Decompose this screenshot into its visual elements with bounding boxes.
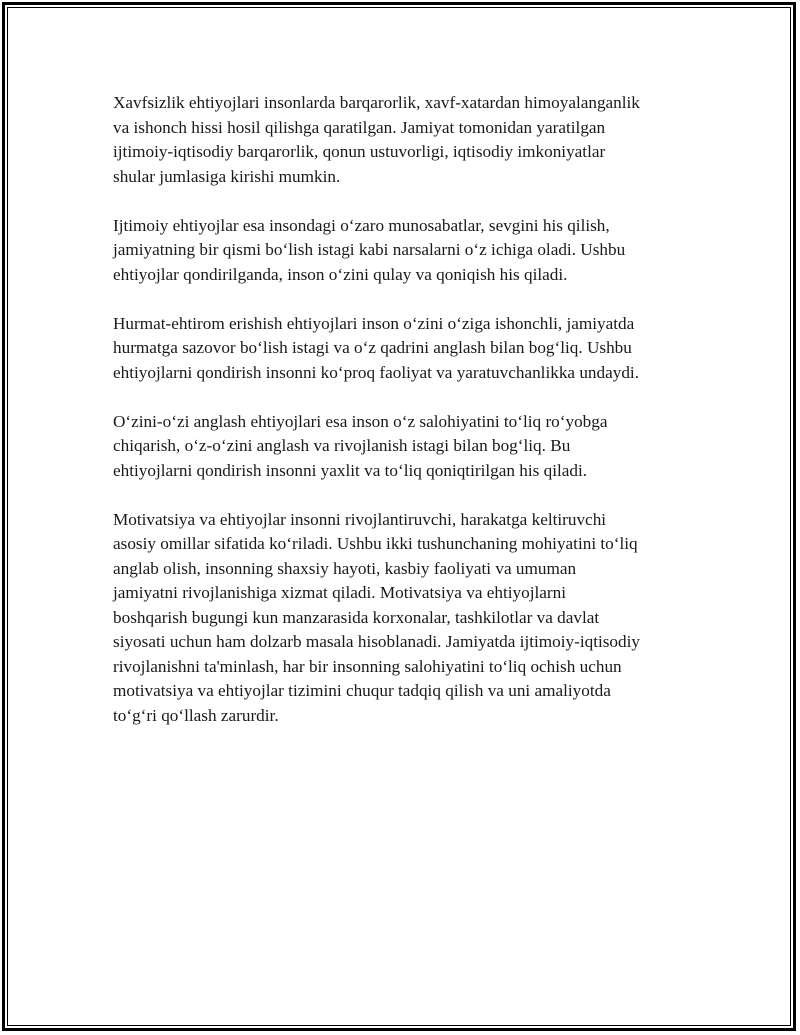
text-line: Xavfsizlik ehtiyojlari insonlarda barqarorlik, xavf-xatardan himoyalanganlik: [113, 93, 640, 112]
paragraph-security-needs: [113, 91, 703, 189]
text-line: ehtiyojlarni qondirish insonni yaxlit va to‘liq qoniqtirilgan his qiladi.: [113, 460, 588, 480]
text-line: siyosati uchun ham dolzarb masala hisoblanadi. Jamiyatda ijtimoiy-iqtisodiy: [113, 632, 640, 651]
paragraph-conclusion: [113, 508, 703, 729]
text-line: jamiyatning bir qismi bo‘lish istagi kabi narsalarni o‘z ichiga oladi. Ushbu: [113, 240, 626, 259]
text-line: va ishonch hissi hosil qilishga qaratilgan. Jamiyat tomonidan yaratilgan: [113, 117, 606, 137]
text-line: Hurmat-ehtirom erishish ehtiyojlari inson o‘zini o‘ziga ishonchli, jamiyatda: [113, 313, 635, 333]
paragraph-esteem-needs: [113, 312, 703, 386]
text-line: asosiy omillar sifatida ko‘riladi. Ushbu ikki tushunchaning mohiyatini to‘liq: [113, 534, 638, 553]
text-line: Motivatsiya va ehtiyojlar insonni rivojlantiruvchi, harakatga keltiruvchi: [113, 509, 607, 529]
text-line: Ijtimoiy ehtiyojlar esa insondagi o‘zaro munosabatlar, sevgini his qilish,: [113, 215, 610, 235]
text-line: ijtimoiy-iqtisodiy barqarorlik, qonun ustuvorligi, iqtisodiy imkoniyatlar: [113, 142, 606, 161]
text-line: ehtiyojlarni qondirish insonni ko‘proq faoliyat va yaratuvchanlikka undaydi.: [113, 362, 640, 382]
text-line: anglab olish, insonning shaxsiy hayoti, kasbiy faoliyati va umuman: [113, 558, 577, 578]
text-line: to‘g‘ri qo‘llash zarurdir.: [113, 705, 279, 725]
text-line: jamiyatni rivojlanishiga xizmat qiladi. Motivatsiya va ehtiyojlarni: [113, 583, 566, 602]
text-line: ehtiyojlar qondirilganda, inson o‘zini qulay va qoniqish his qiladi.: [113, 264, 568, 284]
text-line: rivojlanishni ta'minlash, har bir insonning salohiyatini to‘liq ochish uchun: [113, 656, 622, 676]
document-body: [113, 91, 703, 753]
text-line: chiqarish, o‘z-o‘zini anglash va rivojlanish istagi bilan bog‘liq. Bu: [113, 436, 571, 455]
text-line: hurmatga sazovor bo‘lish istagi va o‘z qadrini anglash bilan bog‘liq. Ushbu: [113, 338, 632, 357]
text-line: boshqarish bugungi kun manzarasida korxonalar, tashkilotlar va davlat: [113, 607, 600, 627]
paragraph-social-needs: [113, 214, 703, 288]
paragraph-self-actualization-needs: [113, 410, 703, 484]
text-line: O‘zini-o‘zi anglash ehtiyojlari esa inson o‘z salohiyatini to‘liq ro‘yobga: [113, 411, 608, 431]
text-line: shular jumlasiga kirishi mumkin.: [113, 166, 341, 186]
text-line: motivatsiya va ehtiyojlar tizimini chuqur tadqiq qilish va uni amaliyotda: [113, 681, 611, 700]
